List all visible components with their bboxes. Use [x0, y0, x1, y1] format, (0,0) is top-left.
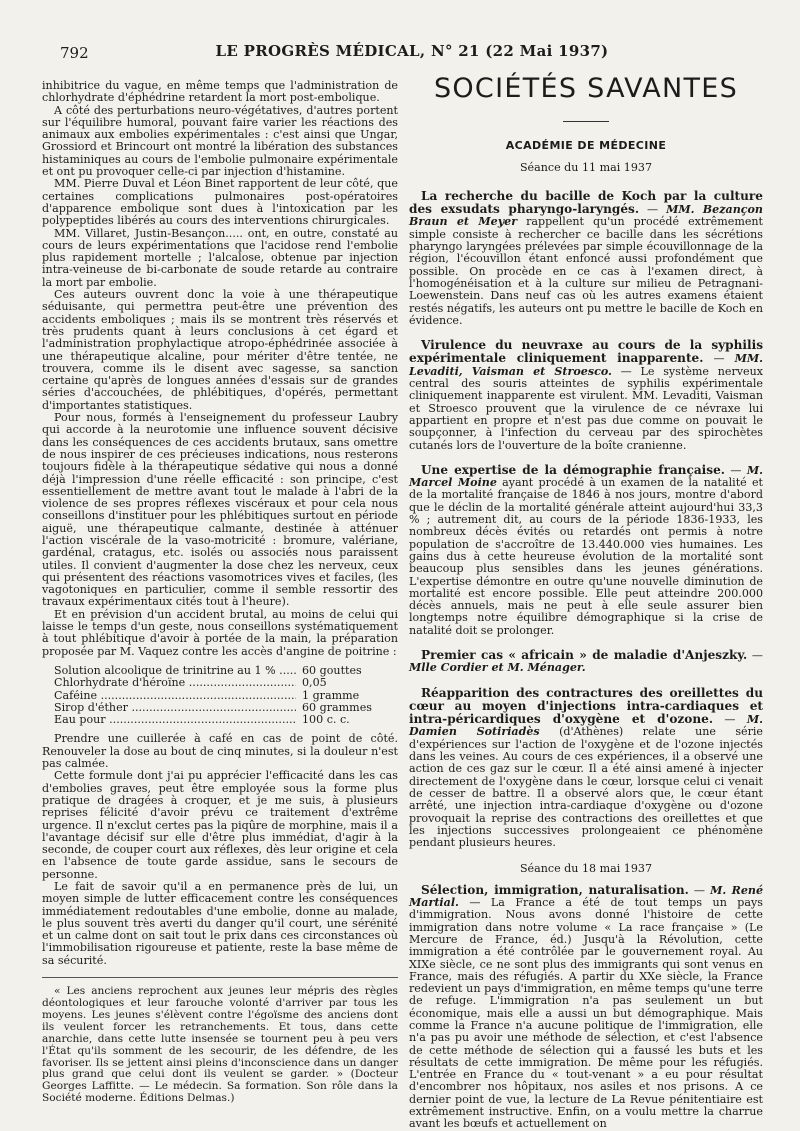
ingredient-quantity: 100 c. c. — [302, 713, 350, 727]
article-authors: M. Damien Sotiriadès — [409, 713, 763, 739]
prescription-row — [54, 665, 394, 677]
section-banner: SOCIÉTÉS SAVANTES — [433, 73, 739, 104]
section-rule — [563, 121, 609, 122]
article-body: (d'Athènes) relate une série d'expériences sur l'action de l'oxygène et de l'ozone injectés dans les veines. Au cours de ces expériences, il a observé une action de ces gaz sur le cœur. Il a été ainsi amené à injecter directement de l'oxygène dans le cœur, lorsque celui ci venait de cesser de battre. Il a observé alors que, le cœur étant arrêté, une injection intra-cardiaque d'oxygène ou d'ozone provoquait la reprise des contractions des oreillettes et que les injections successives prolongeaient ce phénomène pendant plusieurs heures. — [409, 725, 763, 850]
article: La recherche du bacille de Koch par la culture des exsudats pharyngo-laryngés. — MM. Bezançon Braun et Meyer rappellent qu'un procédé extrêmement simple consiste à rechercher ce bacille dans les sécrétions pharyngo laryngées prélevées par simple écouvillonnage de la région, l'écouvillon étant enfoncé aussi profondément que possible. On procède en ce cas à l'examen direct, à l'homogénéisation et à la culture sur milieu de Petragnani-Loewenstein. Dans neuf cas où les autres examens étaient restés négatifs, les auteurs ont pu mettre le bacille de Koch en évidence. — [409, 188, 764, 327]
article: Une expertise de la démographie française. — M. Marcel Moine ayant procédé à un examen de la natalité et de la mortalité française de 1846 à nos jours, montre d'abord que le déclin de la mortalité générale atteint aujourd'hui 33,3 % ; autrement dit, au cours de la période 1836-1933, les nombreux décès évités ou retardés ont permis à notre population de s'accroître de 13.440.000 vies humaines. Les gains dus à cette heureuse évolution de la mortalité sont beaucoup plus sensibles dans les jeunes générations. L'expertise démontre en outre qu'une nouvelle diminution de mortalité est encore possible. Elle peut atteindre 200.000 décès annuels, mais ne peut à elle seule assurer bien longtemps notre équilibre démographique si la crise de natalité doit se prolonger. — [409, 462, 763, 637]
session-date: Séance du 11 mai 1937 — [519, 160, 653, 174]
article-title: Sélection, immigration, naturalisation. — [421, 882, 689, 897]
article-authors: MM. Bezançon Braun et Meyer — [409, 203, 763, 229]
article-authors: M. René Martial. — [409, 883, 764, 910]
ingredient-name: Sirop d'éther ..... — [54, 702, 296, 714]
paragraph: A côté des perturbations neuro-végétatives, d'autres portent sur l'équilibre humoral, pouvant faire varier les réactions des animaux aux embolies expérimentales : c'est ainsi que Ungar, Grossiord et Brincourt ont montré la libération des substances histaminiques au cours de l'embolie pulmonaire expérimentale et ont pu provoquer celle-ci par injection d'histamine. — [42, 103, 398, 179]
paragraph: inhibitrice du vague, en même temps que l'administration de chlorhydrate d'éphédrine retardent la mort post-embolique. — [42, 79, 398, 105]
footnote — [42, 986, 398, 1105]
article-body: La France a été de tout temps un pays d'immigration. Nous avons donné l'histoire de cette immigration dans notre volume « La race française » (Le Mercure de France, éd.) Jusqu'à la Révolution, cette immigration a été contrôlée par le gouvernement royal. Au XIXe siècle, ce ne sont plus des immigrants qui sont venus en France, mais des réfugiés. A partir du XXe siècle, la France redevient un pays d'immigration, en même temps qu'une terre de refuge. L'immigration n'a pas seulement un but économique, mais elle a aussi un but démographique. Mais comme la France n'a aucune politique de l'immigration, elle n'a pas pu avoir une méthode de sélection, et c'est l'absence de cette méthode de sélection qui a faussé les buts et les résultats de cette immigration. De même pour les réfugiés. L'entrée en France du « tout-venant » a eu pour résultat d'encombrer nos hôpitaux, nos asiles et nos prisons. A ce dernier point de vue, la lecture de La Revue pénitentiaire est extrêmement instructive. Enfin, on a voulu mettre la charrue avant les bœufs et actuellement on — [409, 896, 763, 1131]
article-title: Virulence du neuvraxe au cours de la syphilis expérimentale cliniquement inapparente. — [409, 338, 763, 366]
article-body: ayant procédé à un examen de la natalité et de la mortalité française de 1846 à nos jours, montre d'abord que le déclin de la mortalité générale atteint aujourd'hui 33,3 % ; autrement dit, au cours de la période 1836-1933, les nombreux décès évités ou retardés ont permis à notre population de s'accroître de 13.440.000 vies humaines. Les gains dus à cette heureuse évolution de la mortalité sont beaucoup plus sensibles dans les jeunes générations. L'expertise démontre en outre qu'une nouvelle diminution de mortalité est encore possible. Elle peut atteindre 200.000 décès annuels, mais ne peut à elle seule assurer bien longtemps notre équilibre démographique si la crise de natalité doit se prolonger. — [409, 476, 763, 637]
paragraph: Le fait de savoir qu'il a en permanence près de lui, un moyen simple de lutter efficacement contre les conséquences immédiatement redoutables d'une embolie, donne au malade, le plus souvent très averti du danger qu'il court, une sérénité et un calme dont on sait tout le prix dans ces circonstances où l'immobilisation rigoureuse et patiente, reste la base même de sa sécurité. — [42, 880, 398, 967]
article: Premier cas « africain » de maladie d'Anjeszky. — Mlle Cordier et M. Ménager. — [409, 647, 764, 675]
article-authors: MM. Levaditi, Vaisman et Stroesco. — [409, 352, 763, 378]
footnote-divider — [42, 977, 398, 978]
article-title: Premier cas « africain » de maladie d'Anjeszky. — [421, 647, 748, 662]
ingredient-name: Solution alcoolique de trinitrine au 1 % ..... — [54, 665, 296, 677]
article: Virulence du neuvraxe au cours de la syphilis expérimentale cliniquement inapparente. — MM. Levaditi, Vaisman et Stroesco. — Le système nerveux central des souris atteintes de syphilis expérimentale cliniquement inapparente est virulent. MM. Levaditi, Vaisman et Stroesco prouvent que la virulence de ce névraxe lui appartient en propre et n'est pas due comme on pouvait le soupçonner, à l'infection du cerveau par des spirochètes cutanés lors de l'ouverture de la boîte cranienne. — [409, 338, 763, 452]
ingredient-quantity: 60 gouttes — [302, 663, 362, 677]
prescription-row — [54, 690, 394, 702]
paragraph: Et en prévision d'un accident brutal, au moins de celui qui laisse le temps d'un geste, nous conseillons systématiquement à tout phlébitique d'avoir à portée de la main, la préparation proposée par M. Vaquez contre les accès d'angine de poitrine : — [42, 607, 398, 658]
article-authors: M. Marcel Moine — [409, 463, 763, 490]
ingredient-quantity: 1 gramme — [302, 688, 360, 702]
session-date: Séance du 18 mai 1937 — [519, 862, 653, 876]
article-title: Réapparition des contractures des oreillettes du cœur au moyen d'injections intra-cardiaques et intra-péricardiques d'oxygène et d'ozone. — [409, 685, 763, 727]
paragraph: Ces auteurs ouvrent donc la voie à une thérapeutique séduisante, qui permettra peut-être une prévention des accidents emboliques ; mais ils se montrent très réservés et très prudents quant à leurs conclusions à cet égard et l'administration prophylactique atropo-éphédrinée associée à une thérapeutique alcaline, pour mériter d'être tentée, ne trouvera, comme ils le disent avec sagesse, sa sanction certaine qu'après de longues années d'essais sur de grandes séries d'accouchées, de phlébitiques, d'opérés, permettant d'importantes statistiques. — [42, 288, 398, 412]
left-column — [42, 80, 398, 1105]
article-authors: Mlle Cordier et M. Ménager. — [409, 661, 586, 675]
page-number: 792 — [60, 44, 89, 62]
paragraph: MM. Villaret, Justin-Besançon..... ont, en outre, constaté au cours de leurs expérimentations que l'acidose rend l'embolie plus rapidement mortelle ; l'alcalose, obtenue par injection intra-veineuse de bi-carbonate de soude retarde au contraire la mort par embolie. — [42, 226, 398, 289]
paragraph: Pour nous, formés à l'enseignement du professeur Laubry qui accorde à la neurotomie une influence souvent décisive dans les conséquences de ces accidents brutaux, sans omettre de nous inspirer de ces précieuses indications, nous resterons toujours fidèle à la thérapeutique sédative qui nous a donné déjà l'impression d'une réelle efficacité : son principe, c'est essentiellement de mettre avant tout le malade à l'abri de la violence de ses propres réflexes viscéraux et pour cela nous conseillons d'instituer pour les phlébitiques surtout en période aiguë, une thérapeutique calmante, destinée à atténuer l'action viscérale de la vaso-motricité : bromure, valériane, gardénal, cratagus, etc. isolés ou associés nous paraissent utiles. Il convient d'augmenter la dose chez les nerveux, ceux qui présentent des réactions vasomotrices vives et faciles, (les vagotoniques en particulier, comme il semble ressortir des travaux expérimentaux cités tout à l'heure). — [42, 411, 398, 609]
right-column — [409, 73, 764, 1131]
article-title: Une expertise de la démographie française. — [421, 462, 725, 477]
ingredient-name: Chlorhydrate d'héroïne ..... — [54, 677, 296, 689]
page-header — [60, 42, 764, 66]
academy-heading: ACADÉMIE DE MÉDECINE — [505, 139, 667, 153]
article-body: Le système nerveux central des souris atteintes de syphilis expérimentale cliniquement inapparente est virulent. MM. Levaditi, Vaisman et Stroesco prouvent que la virulence de ce névraxe lui appartient en propre et n'est pas due comme on pouvait le soupçonner, à l'infection du cerveau par des spirochètes cutanés lors de l'ouverture de la boîte cranienne. — [409, 364, 763, 452]
running-title: LE PROGRÈS MÉDICAL, N° 21 (22 Mai 1937) — [215, 42, 609, 60]
paragraph: Cette formule dont j'ai pu apprécier l'efficacité dans les cas d'embolies graves, peut être employée sous la forme plus pratique de dragées à croquer, et je me suis, à plusieurs reprises félicité d'avoir prévu ce traitement d'extrême urgence. Il n'exclut certes pas la piqûre de morphine, mais il a l'avantage décisif sur elle d'être plus immédiat, d'agir à la seconde, de couper court aux réflexes, dès leur origine et cela en l'absence de toute garde assidue, sans le secours de personne. — [42, 769, 398, 881]
prescription-row — [54, 714, 394, 726]
ingredient-name: Eau pour ..... — [54, 714, 296, 726]
article-body: rappellent qu'un procédé extrêmement simple consiste à rechercher ce bacille dans les sécrétions pharyngo laryngées prélevées par simple écouvillonnage de la région, l'écouvillon étant enfoncé aussi profondément que possible. On procède en ce cas à l'examen direct, à l'homogénéisation et à la culture sur milieu de Petragnani-Loewenstein. Dans neuf cas où les autres examens étaient restés négatifs, les auteurs ont pu mettre le bacille de Koch en évidence. — [409, 215, 764, 327]
ingredient-name: Caféine ..... — [54, 690, 296, 702]
paragraph: Prendre une cuillerée à café en cas de point de côté. Renouveler la dose au bout de cinq minutes, si la douleur n'est pas calmée. — [42, 732, 398, 771]
ingredient-quantity: 0,05 — [302, 676, 327, 690]
article-title: La recherche du bacille de Koch par la culture des exsudats pharyngo-laryngés. — [409, 188, 763, 217]
paragraph: MM. Pierre Duval et Léon Binet rapportent de leur côté, que certaines complications pulmonaires post-opératoires d'apparence embolique sont dues à l'intoxication par les polypeptides libérés au cours des interventions chirurgicales. — [42, 177, 398, 228]
prescription-table — [54, 665, 394, 726]
ingredient-quantity: 60 grammes — [302, 700, 372, 714]
article: Réapparition des contractures des oreillettes du cœur au moyen d'injections intra-cardiaques et intra-péricardiques d'oxygène et d'ozone. — M. Damien Sotiriadès (d'Athènes) relate une série d'expériences sur l'action de l'oxygène et de l'ozone injectés dans les veines. Au cours de ces expériences, il a observé une action de ces gaz sur le cœur. Il a été ainsi amené à injecter directement de l'oxygène dans le cœur, lorsque celui ci venait de cesser de battre. Il a observé alors que, le cœur étant arrêté, une injection intra-cardiaque d'oxygène ou d'ozone provoquait la reprise des contractions des oreillettes et que les injections successives prolongeaient ce phénomène pendant plusieurs heures. — [409, 685, 763, 850]
prescription-row — [54, 677, 394, 689]
article: Sélection, immigration, naturalisation. — M. René Martial. — La France a été de tout temps un pays d'immigration. Nous avons donné l'histoire de cette immigration dans notre volume « La race française » (Le Mercure de France, éd.) Jusqu'à la Révolution, cette immigration a été contrôlée par le gouvernement royal. Au XIXe siècle, ce ne sont plus des immigrants qui sont venus en France, mais des réfugiés. A partir du XXe siècle, la France redevient un pays d'immigration, en même temps qu'une terre de refuge. L'immigration n'a pas seulement un but économique, mais elle a aussi un but démographique. Mais comme la France n'a aucune politique de l'immigration, elle n'a pas pu avoir une méthode de sélection, et c'est l'absence de cette méthode de sélection qui a faussé les buts et les résultats de cette immigration. De même pour les réfugiés. L'entrée en France du « tout-venant » a eu pour résultat d'encombrer nos hôpitaux, nos asiles et nos prisons. A ce dernier point de vue, la lecture de La Revue pénitentiaire est extrêmement instructive. Enfin, on a voulu mettre la charrue avant les bœufs et actuellement on — [409, 882, 764, 1131]
footnote-text: « Les anciens reprochent aux jeunes leur mépris des règles déontologiques et leur farouche volonté d'arriver par tous les moyens. Les jeunes s'élèvent contre l'égoïsme des anciens dont ils veulent forcer les retranchements. Et tous, dans cette anarchie, dans cette lutte insensée se tournent peu à peu vers l'État qu'ils somment de les secourir, de les défendre, de les favoriser. Ils se jettent ainsi pleins d'inconscience dans un danger plus grand que celui dont ils veulent se garder. » (Docteur Georges Laffitte. — Le médecin. Sa formation. Son rôle dans la Société moderne. Éditions Delmas.) — [42, 985, 398, 1105]
